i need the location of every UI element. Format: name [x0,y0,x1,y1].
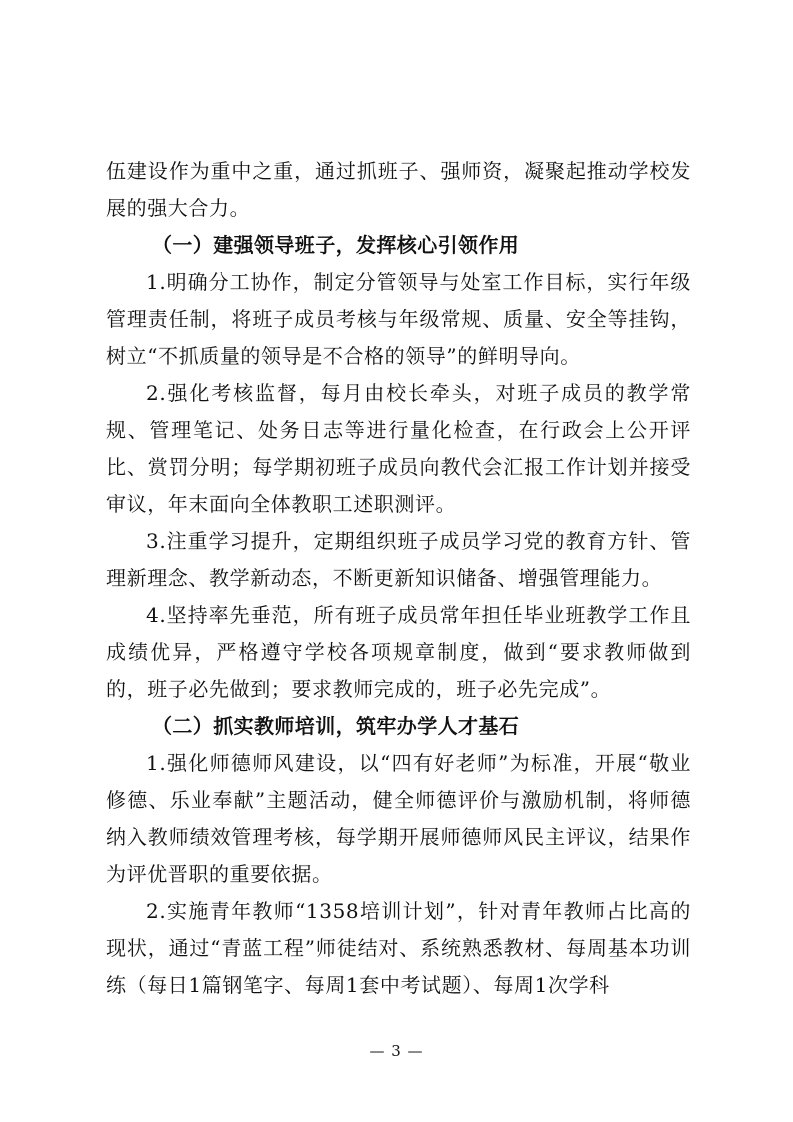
paragraph-item-1: 1.明确分工协作，制定分管领导与处室工作目标，实行年级管理责任制，将班子成员考核与年级常规、质量、安全等挂钩，树立“不抓质量的领导是不合格的领导”的鲜明导向。 [106,270,691,368]
paragraph-training-1: 1.强化师德师风建设，以“四有好老师”为标准，开展“敬业修德、乐业奉献”主题活动，健全师德评价与激励机制，将师德纳入教师绩效管理考核，每学期开展师德师风民主评议，结果作为评优晋职的重要依据。 [106,751,691,886]
page-number: — 3 — [369,1042,424,1060]
section-heading-2: （二）抓实教师培训，筑牢办学人才基石 [152,714,520,738]
document-body [106,153,691,1004]
paragraph-continuation: 伍建设作为重中之重，通过抓班子、强师资，凝聚起推动学校发展的强大合力。 [106,159,691,220]
paragraph-training-2: 2.实施青年教师“1358培训计划”，针对青年教师占比高的现状，通过“青蓝工程”师徒结对、系统熟悉教材、每周基本功训练（每日1篇钢笔字、每周1套中考试题）、每周1次学科 [106,899,691,997]
paragraph-item-4: 4.坚持率先垂范，所有班子成员常年担任毕业班教学工作且成绩优异，严格遵守学校各项规章制度，做到“要求教师做到的，班子必先做到；要求教师完成的，班子必先完成”。 [106,603,691,701]
section-heading-1: （一）建强领导班子，发挥核心引领作用 [152,233,520,257]
paragraph-item-2: 2.强化考核监督，每月由校长牵头，对班子成员的教学常规、管理笔记、处务日志等进行量化检查，在行政会上公开评比、赏罚分明；每学期初班子成员向教代会汇报工作计划并接受审议，年末面向全体教职工述职测评。 [106,381,691,516]
paragraph-item-3: 3.注重学习提升，定期组织班子成员学习党的教育方针、管理新理念、教学新动态，不断更新知识储备、增强管理能力。 [106,529,691,590]
